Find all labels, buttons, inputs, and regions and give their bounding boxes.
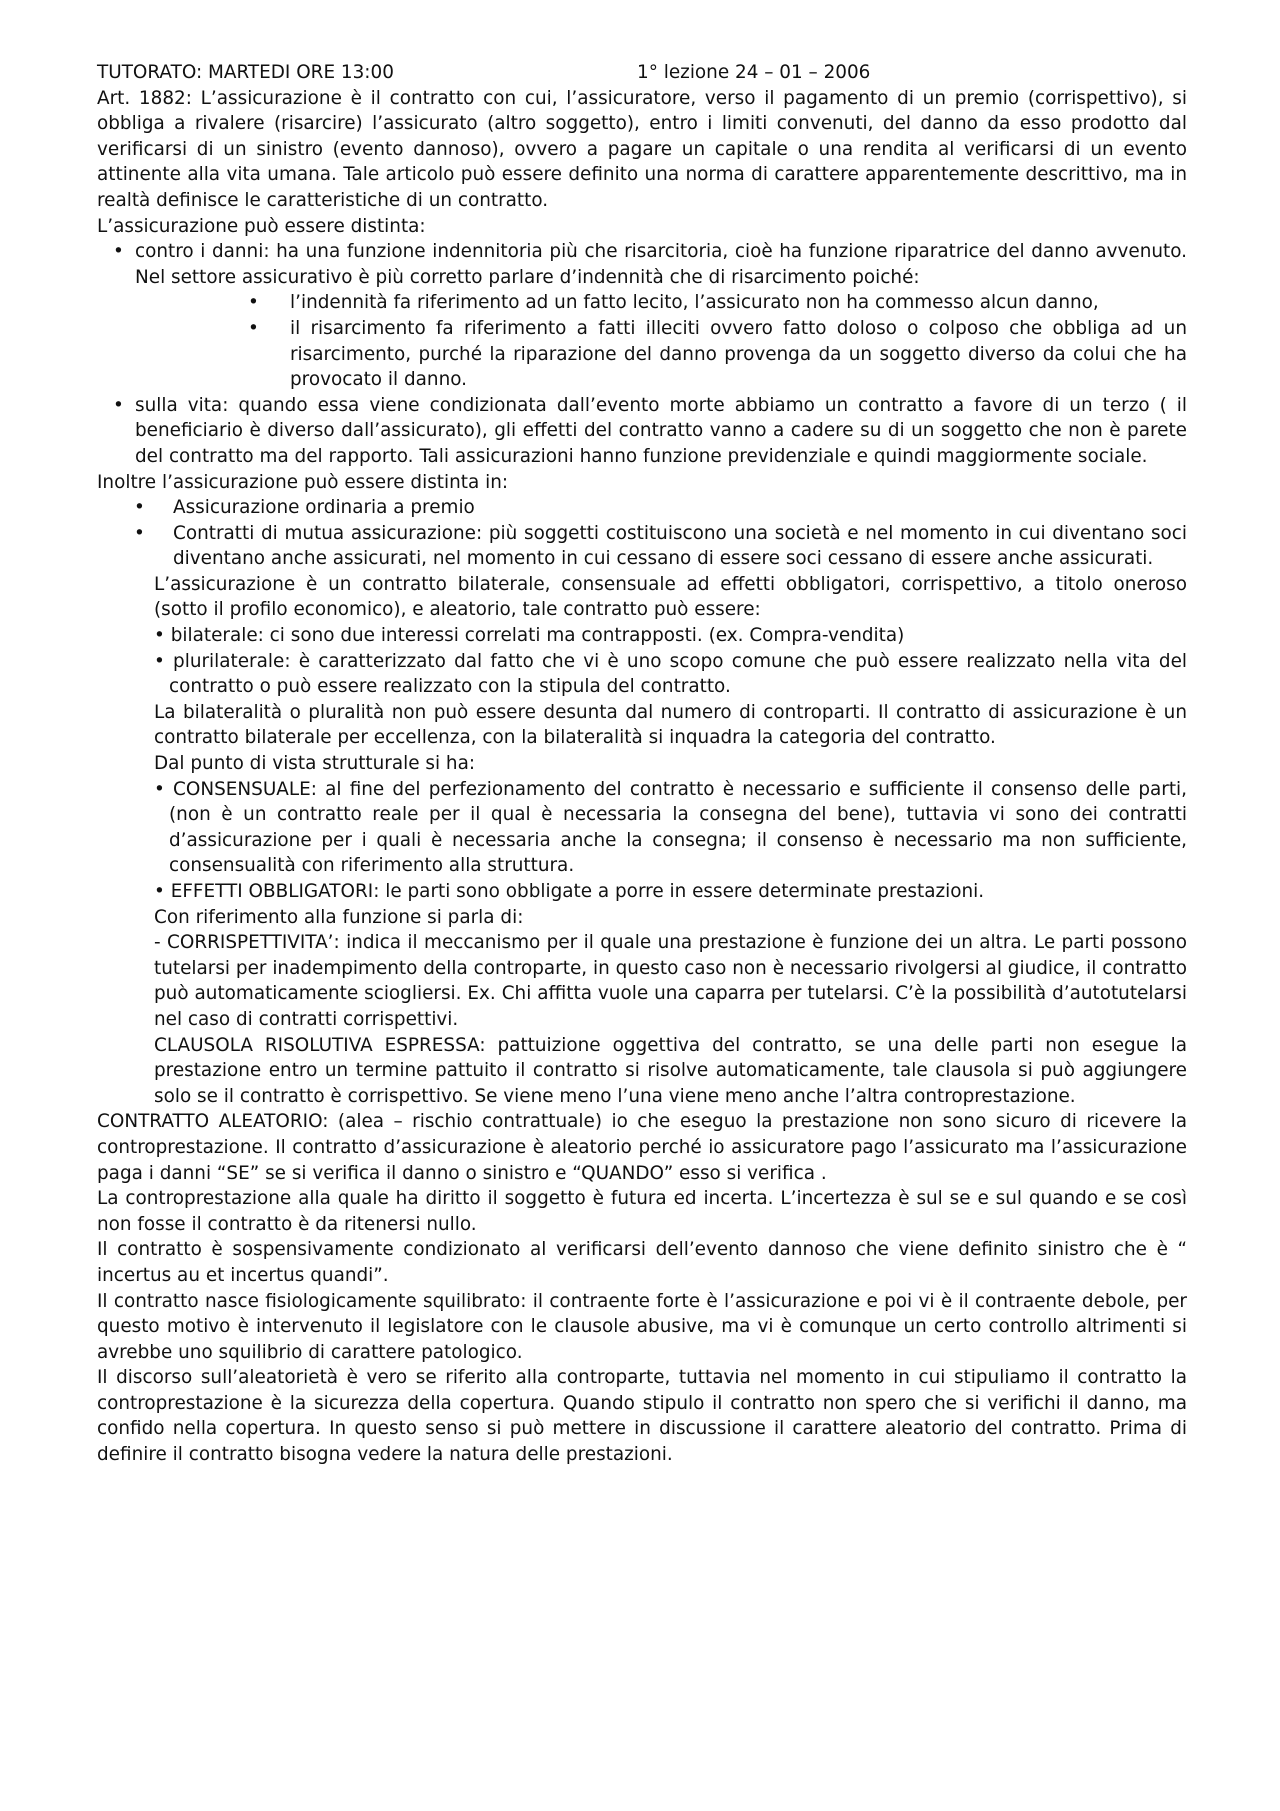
bullet-paragraph: • EFFETTI OBBLIGATORI: le parti sono obbligate a porre in essere determinate prestazioni. [154,881,985,902]
contract-characteristics [154,572,1187,1109]
list-item: • Assicurazione ordinaria a premio [97,495,1187,521]
bullet-paragraph: • plurilaterale: è caratterizzato dal fatto che vi è uno scopo comune che può essere realizzato nella vita del contratto o può essere realizzato con la stipula del contratto. [154,650,1187,698]
bullet-paragraph: • CONSENSUALE: al fine del perfezionamento del contratto è necessario e sufficiente il consenso delle parti, (non è un contratto reale per il qual è necessaria la consegna del bene), tuttavia vi sono dei contratti d’assicurazione per i quali è necessaria anche la consegna; il consenso è necessario ma non sufficiente, consensualità con riferimento alla struttura. [154,778,1187,877]
list-item: • Contratti di mutua assicurazione: più soggetti costituiscono una società e nel momento in cui diventano soci diventano anche assicurati, nel momento in cui cessano di essere soci cessano di essere anche assicurati. [97,521,1187,572]
list-item: • sulla vita: quando essa viene condizionata dall’evento morte abbiamo un contratto a favore di un terzo ( il beneficiario è diverso dall’assicurato), gli effetti del contratto vanno a cadere su di un soggetto che non è parete del contratto ma del rapporto. Tali assicurazioni hanno funzione previdenziale e quindi maggiormente sociale. [97,393,1187,470]
paragraph: Il contratto è sospensivamente condizionato al verificarsi dell’evento dannoso che viene definito sinistro che è “ incertus au et incertus quandi”. [97,1239,1187,1286]
bullet-paragraph: • bilaterale: ci sono due interessi correlati ma contrapposti. (ex. Compra-vendita) [154,625,905,647]
furthermore-intro: Inoltre l’assicurazione può essere distinta in: [97,471,509,493]
tutorato-info: TUTORATO: MARTEDI ORE 13:00 [97,62,394,83]
paragraph: Con riferimento alla funzione si parla di: [154,906,524,928]
list-item: • il risarcimento fa riferimento a fatti illeciti ovvero fatto doloso o colposo che obbliga ad un risarcimento, purché la riparazione del danno provenga da un soggetto diverso da colui che ha provocato il danno. [135,316,1187,393]
header [97,60,1187,86]
article-intro: Art. 1882: L’assicurazione è il contratto con cui, l’assicuratore, verso il pagamento di un premio (corrispettivo), si obbliga a rivalere (risarcire) l’assicurato (altro soggetto), entro i limiti convenuti, del danno da esso prodotto dal verificarsi di un sinistro (evento dannoso), ovvero a pagare un capitale o una rendita al verificarsi di un evento attinente alla vita umana. Tale articolo può essere definito una norma di carattere apparentemente descrittivo, ma in realtà definisce le caratteristiche di un contratto. [97,87,1187,211]
danni-sublist [135,290,1187,392]
list-item [97,239,1187,393]
insurance-kinds-list [97,239,1187,469]
paragraph: Il discorso sull’aleatorietà è vero se riferito alla controparte, tuttavia nel momento in cui stipuliamo il contratto la controprestazione è la sicurezza della copertura. Quando stipulo il contratto non spero che si verifichi il danno, ma confido nella copertura. In questo senso si può mettere in discussione il carattere aleatorio del contratto. Prima di definire il contratto bisogna vedere la natura delle prestazioni. [97,1367,1187,1466]
paragraph: CONTRATTO ALEATORIO: (alea – rischio contrattuale) io che eseguo la prestazione non sono sicuro di ricevere la controprestazione. Il contratto d’assicurazione è aleatorio perché io assicuratore pago l’assicurato ma l’assicurazione paga i danni “SE” se si verifica il danno o sinistro e “QUANDO” esso si verifica . [97,1111,1187,1184]
distinction-intro: L’assicurazione può essere distinta: [97,215,426,237]
document-page [97,60,1187,1468]
paragraph: La controprestazione alla quale ha diritto il soggetto è futura ed incerta. L’incertezza è sul se e sul quando e se così non fosse il contratto è da ritenersi nullo. [97,1188,1187,1235]
paragraph: L’assicurazione è un contratto bilaterale, consensuale ad effetti obbligatori, corrispettivo, a titolo oneroso (sotto il profilo economico), e aleatorio, tale contratto può essere: [154,573,1187,621]
lesson-date: 1° lezione 24 – 01 – 2006 [637,62,871,83]
paragraph: CLAUSOLA RISOLUTIVA ESPRESSA: pattuizione oggettiva del contratto, se una delle parti non esegue la prestazione entro un termine pattuito il contratto si risolve automaticamente, tale clausola si può aggiungere solo se il contratto è corrispettivo. Se viene meno l’una viene meno anche l’altra controprestazione. [154,1034,1187,1107]
paragraph: Dal punto di vista strutturale si ha: [154,753,476,775]
insurance-types-list [97,495,1187,572]
paragraph: La bilateralità o pluralità non può essere desunta dal numero di controparti. Il contratto di assicurazione è un contratto bilaterale per eccellenza, con la bilateralità si inquadra la categoria del contratto. [154,701,1187,749]
list-item: • l’indennità fa riferimento ad un fatto lecito, l’assicurato non ha commesso alcun danno, [135,290,1187,316]
paragraph: Il contratto nasce fisiologicamente squilibrato: il contraente forte è l’assicurazione e poi vi è il contraente debole, per questo motivo è intervenuto il legislatore con le clausole abusive, ma vi è comunque un certo controllo altrimenti si avrebbe uno squilibrio di carattere patologico. [97,1290,1187,1363]
paragraph: - CORRISPETTIVITA’: indica il meccanismo per il quale una prestazione è funzione dei un altra. Le parti possono tutelarsi per inadempimento della controparte, in questo caso non è necessario rivolgersi al giudice, il contratto può automaticamente sciogliersi. Ex. Chi affitta vuole una caparra per tutelarsi. C’è la possibilità d’autotutelarsi nel caso di contratti corrispettivi. [154,932,1187,1030]
danni-text: contro i danni: ha una funzione indennitoria più che risarcitoria, cioè ha funzione riparatrice del danno avvenuto. Nel settore assicurativo è più corretto parlare d’indennità che di risarcimento poiché: [135,241,1187,288]
